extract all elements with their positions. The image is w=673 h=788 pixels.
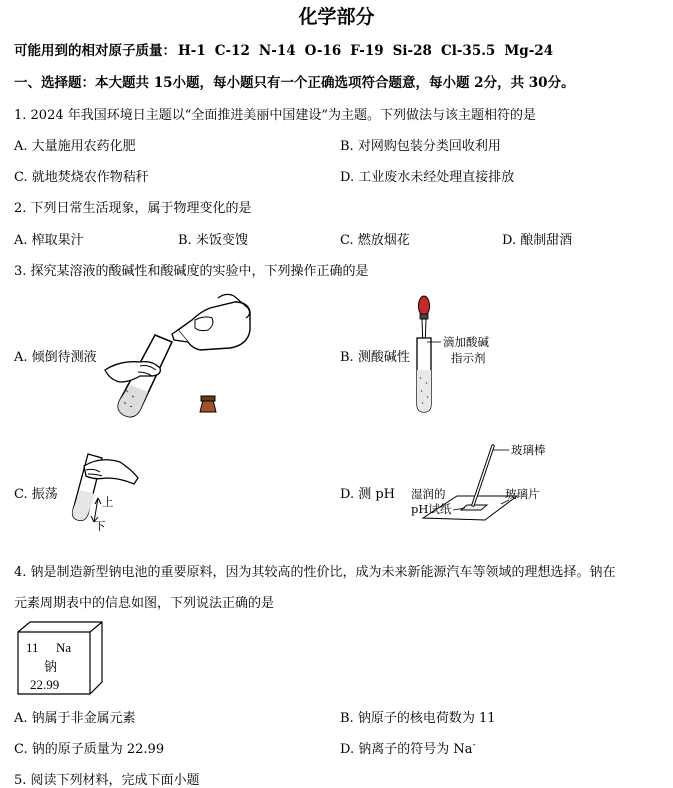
q4-option-c: C. 钠的原子质量为 22.99 xyxy=(14,742,165,757)
q3-option-c: C. 振荡 xyxy=(14,487,58,502)
mass-n: N-14 xyxy=(258,43,296,59)
page-title: 化学部分 xyxy=(298,6,375,28)
q4-option-d-superscript: - xyxy=(472,740,476,751)
indicator-label-1: 滴加酸碱 xyxy=(443,335,489,349)
ph-test-figure xyxy=(405,438,575,533)
q2-option-a: A. 榨取果汁 xyxy=(14,233,84,248)
q1-stem: 1. 2024 年我国环境日主题以“全面推进美丽中国建设”为主题。下列做法与该主题相符的是 xyxy=(14,108,537,123)
mass-mg: Mg-24 xyxy=(504,43,554,59)
element-symbol: Na xyxy=(56,640,72,655)
test-tube-icon xyxy=(417,338,431,412)
q3-option-d: D. 测 pH xyxy=(340,487,396,502)
bottle-stopper-icon xyxy=(200,396,216,412)
indicator-test-figure xyxy=(405,292,515,417)
q4-option-d: D. 钠离子的符号为 Na xyxy=(340,742,473,757)
mass-f: F-19 xyxy=(350,43,384,59)
element-name: 钠 xyxy=(44,659,58,674)
q3-stem: 3. 探究某溶液的酸碱性和酸碱度的实验中，下列操作正确的是 xyxy=(14,264,369,279)
glass-slide-label: 玻璃片 xyxy=(505,487,540,501)
ph-paper-label-1: 湿润的 xyxy=(411,487,446,501)
q4-stem-line1: 4. 钠是制造新型钠电池的重要原料，因为其较高的性价比，成为未来新能源汽车等领域的理想选择。钠在 xyxy=(14,565,616,580)
q3-option-b: B. 测酸碱性 xyxy=(340,350,410,365)
q5-stem: 5. 阅读下列材料，完成下面小题 xyxy=(14,773,200,788)
shake-down-label: 下 xyxy=(94,519,106,533)
shaking-tube-figure xyxy=(60,448,140,533)
reagent-bottle-icon xyxy=(172,294,250,350)
ph-paper-label-2: pH试纸 xyxy=(411,502,452,516)
q2-option-d: D. 酿制甜酒 xyxy=(502,233,573,248)
q4-option-b: B. 钠原子的核电荷数为 11 xyxy=(340,711,496,726)
q2-stem: 2. 下列日常生活现象，属于物理变化的是 xyxy=(14,201,252,216)
q4-stem-line2: 元素周期表中的信息如图，下列说法正确的是 xyxy=(14,596,275,611)
q1-option-b: B. 对网购包装分类回收利用 xyxy=(340,139,501,154)
q4-option-d-wrap xyxy=(340,738,476,757)
pouring-liquid-figure xyxy=(100,290,260,425)
indicator-label-2: 指示剂 xyxy=(451,351,486,365)
mass-o: O-16 xyxy=(304,43,342,59)
q1-option-d: D. 工业废水未经处理直接排放 xyxy=(340,170,515,185)
mass-cl: Cl-35.5 xyxy=(440,43,496,59)
glass-rod-label: 玻璃棒 xyxy=(511,443,546,457)
q4-option-a: A. 钠属于非金属元素 xyxy=(14,711,136,726)
q2-option-c: C. 燃放烟花 xyxy=(340,233,410,248)
section-heading: 一、选择题：本大题共 15小题，每小题只有一个正确选项符合题意，每小题 2分，共 30分。 xyxy=(14,75,575,91)
shake-up-label: 上 xyxy=(102,495,114,509)
atomic-masses-label: 可能用到的相对原子质量： xyxy=(14,43,176,59)
q1-option-a: A. 大量施用农药化肥 xyxy=(14,139,136,154)
q1-option-c: C. 就地焚烧农作物秸秆 xyxy=(14,170,149,185)
mass-c: C-12 xyxy=(214,43,250,59)
mass-h: H-1 xyxy=(178,43,206,59)
sodium-element-card xyxy=(16,620,104,696)
mass-si: Si-28 xyxy=(392,43,432,59)
element-number: 11 xyxy=(26,640,39,655)
atomic-masses-line xyxy=(14,39,562,59)
q3-option-a: A. 倾倒待测液 xyxy=(14,350,97,365)
element-mass: 22.99 xyxy=(30,677,60,692)
q2-option-b: B. 米饭变馊 xyxy=(178,233,248,248)
